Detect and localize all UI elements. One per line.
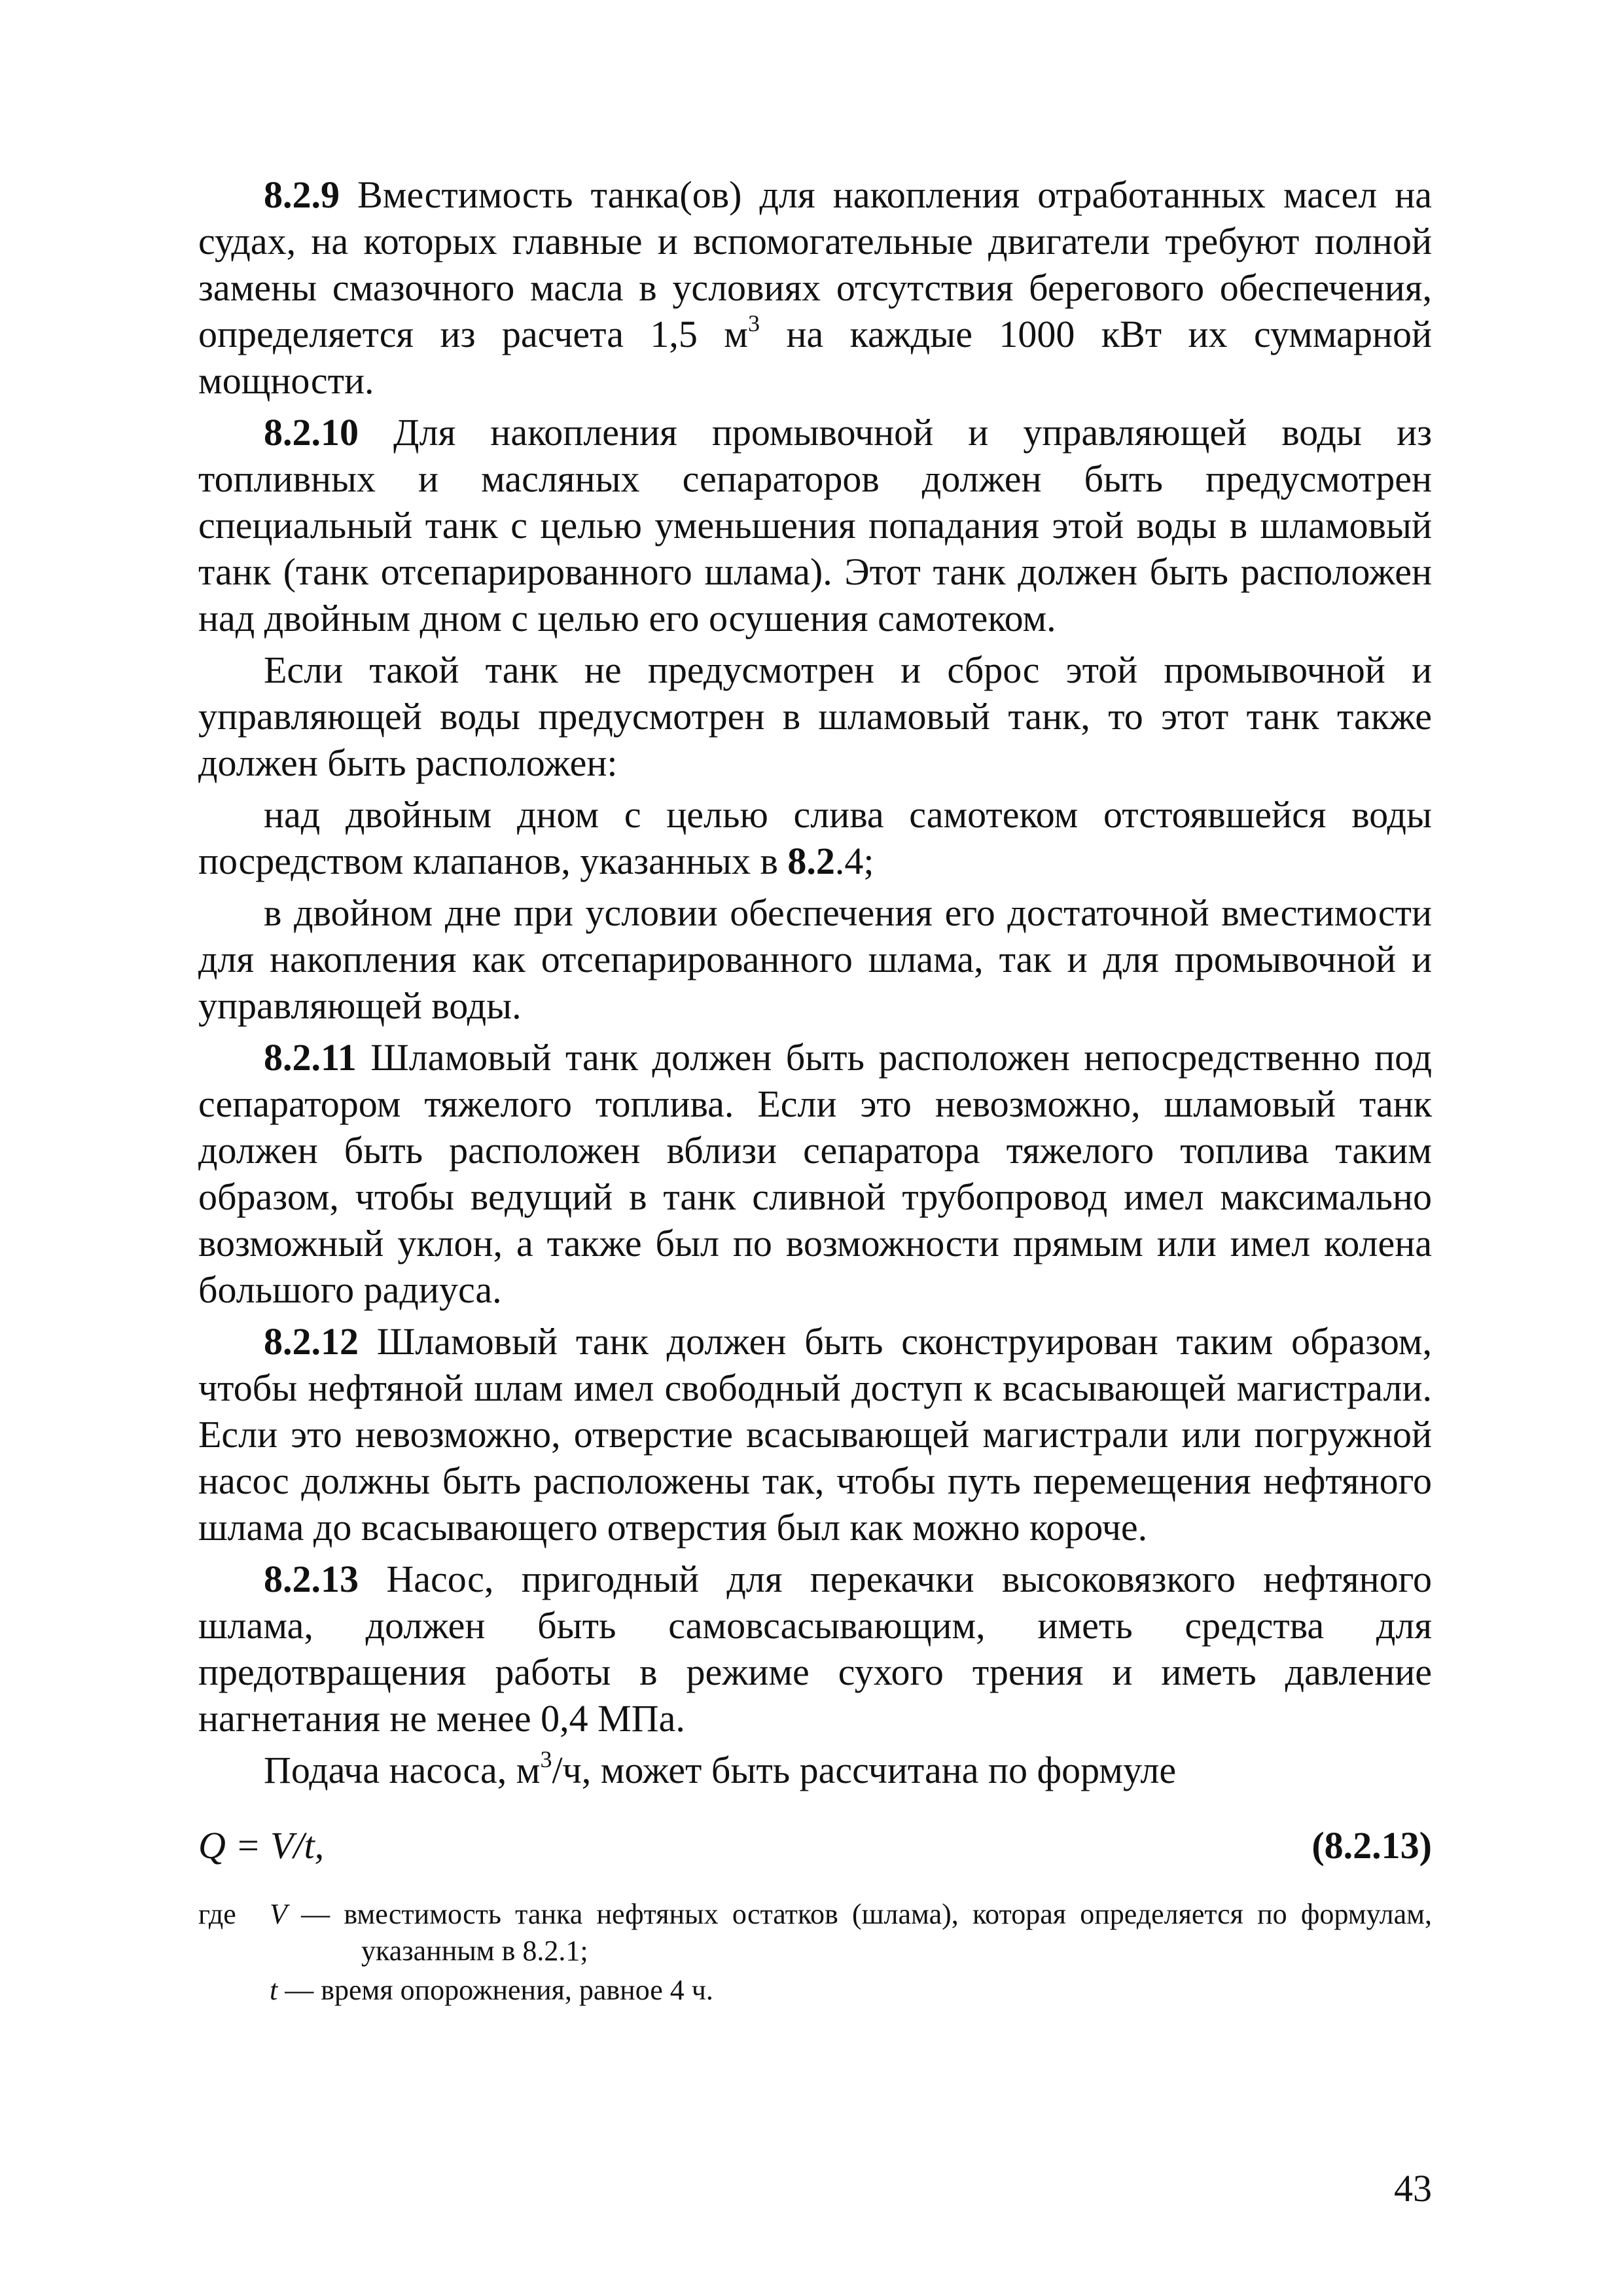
- paragraph-8-2-9: [198, 171, 1432, 404]
- legend-description: — вместимость танка нефтяных остатков (шлама), которая определяется по формулам, указанным в 8.2.1;: [287, 1898, 1432, 1967]
- paragraph-text: над двойным дном с целью слива самотеком отстоявшейся воды посредством клапанов, указанных в: [198, 793, 1432, 882]
- paragraph-text-tail: на каждые 1000 кВт их суммарной мощности.: [198, 313, 1432, 402]
- legend-item: [198, 1972, 1432, 2009]
- clause-number: 8.2.11: [264, 1036, 357, 1079]
- paragraph-tank-location: [198, 647, 1432, 786]
- clause-number: 8.2.10: [264, 411, 359, 454]
- clause-reference: 8.2: [787, 840, 835, 882]
- paragraph-text: Вместимость танка(ов) для накопления отработанных масел на судах, на которых главные и вспомогательные двигатели требуют полной замены смазочного масла в условиях отсутствия берегового обеспечения, определяется из расчета 1,5 м: [198, 173, 1432, 355]
- paragraph-in-double-bottom: [198, 889, 1432, 1029]
- page-number: 43: [1394, 2167, 1432, 2210]
- paragraph-text: Подача насоса, м: [264, 1749, 541, 1791]
- clause-number: 8.2.13: [264, 1558, 359, 1600]
- paragraph-pump-capacity: [198, 1747, 1432, 1793]
- superscript: 3: [540, 1746, 552, 1772]
- paragraph-above-double-bottom: [198, 791, 1432, 884]
- paragraph-8-2-13: [198, 1556, 1432, 1742]
- formula-legend: [198, 1896, 1432, 2009]
- paragraph-text: Насос, пригодный для перекачки высоковязкого нефтяного шлама, должен быть самовсасывающим, иметь средства для предотвращения работы в режиме сухого трения и иметь давление нагнетания не менее 0,4 МПа.: [198, 1558, 1432, 1740]
- legend-description: — время опорожнения, равное 4 ч.: [277, 1974, 713, 2006]
- paragraph-8-2-11: [198, 1034, 1432, 1313]
- paragraph-text: Для накопления промывочной и управляющей воды из топливных и масляных сепараторов должен быть предусмотрен специальный танк с целью уменьшения попадания этой воды в шламовый танк (танк отсепарированного шлама). Этот танк должен быть расположен над двойным дном с целью его осушения самотеком.: [198, 411, 1432, 639]
- formula-number: (8.2.13): [1311, 1824, 1432, 1867]
- paragraph-text-tail: /ч, может быть рассчитана по формуле: [552, 1749, 1177, 1791]
- clause-number: 8.2.12: [264, 1320, 359, 1363]
- document-body: [198, 171, 1432, 2009]
- paragraph-text: Если такой танк не предусмотрен и сброс этой промывочной и управляющей воды предусмотрен в шламовый танк, то этот танк также должен быть расположен:: [198, 649, 1432, 784]
- legend-item: [198, 1896, 1432, 1969]
- formula: [198, 1822, 1432, 1869]
- legend-symbol: t: [270, 1974, 278, 2006]
- clause-number: 8.2.9: [264, 173, 340, 216]
- paragraph-text-tail: .4;: [834, 840, 874, 882]
- paragraph-text: Шламовый танк должен быть сконструирован таким образом, чтобы нефтяной шлам имел свободный доступ к всасывающей магистрали. Если это невозможно, отверстие всасывающей магистрали или погружной насос должны быть расположены так, чтобы путь перемещения нефтяного шлама до всасывающего отверстия был как можно короче.: [198, 1320, 1432, 1549]
- legend-where-label: где: [198, 1898, 236, 1930]
- paragraph-8-2-12: [198, 1318, 1432, 1551]
- paragraph-text: Шламовый танк должен быть расположен непосредственно под сепаратором тяжелого топлива. Если это невозможно, шламовый танк должен быть расположен вблизи сепаратора тяжелого топлива таким образом, чтобы ведущий в танк сливной трубопровод имел максимально возможный уклон, а также был по возможности прямым или имел колена большого радиуса.: [198, 1036, 1432, 1311]
- paragraph-text: в двойном дне при условии обеспечения его достаточной вместимости для накопления как отсепарированного шлама, так и для промывочной и управляющей воды.: [198, 891, 1432, 1027]
- paragraph-8-2-10: [198, 409, 1432, 641]
- superscript: 3: [748, 310, 760, 336]
- legend-symbol: V: [270, 1898, 287, 1930]
- formula-expression: Q = V/t,: [198, 1824, 325, 1867]
